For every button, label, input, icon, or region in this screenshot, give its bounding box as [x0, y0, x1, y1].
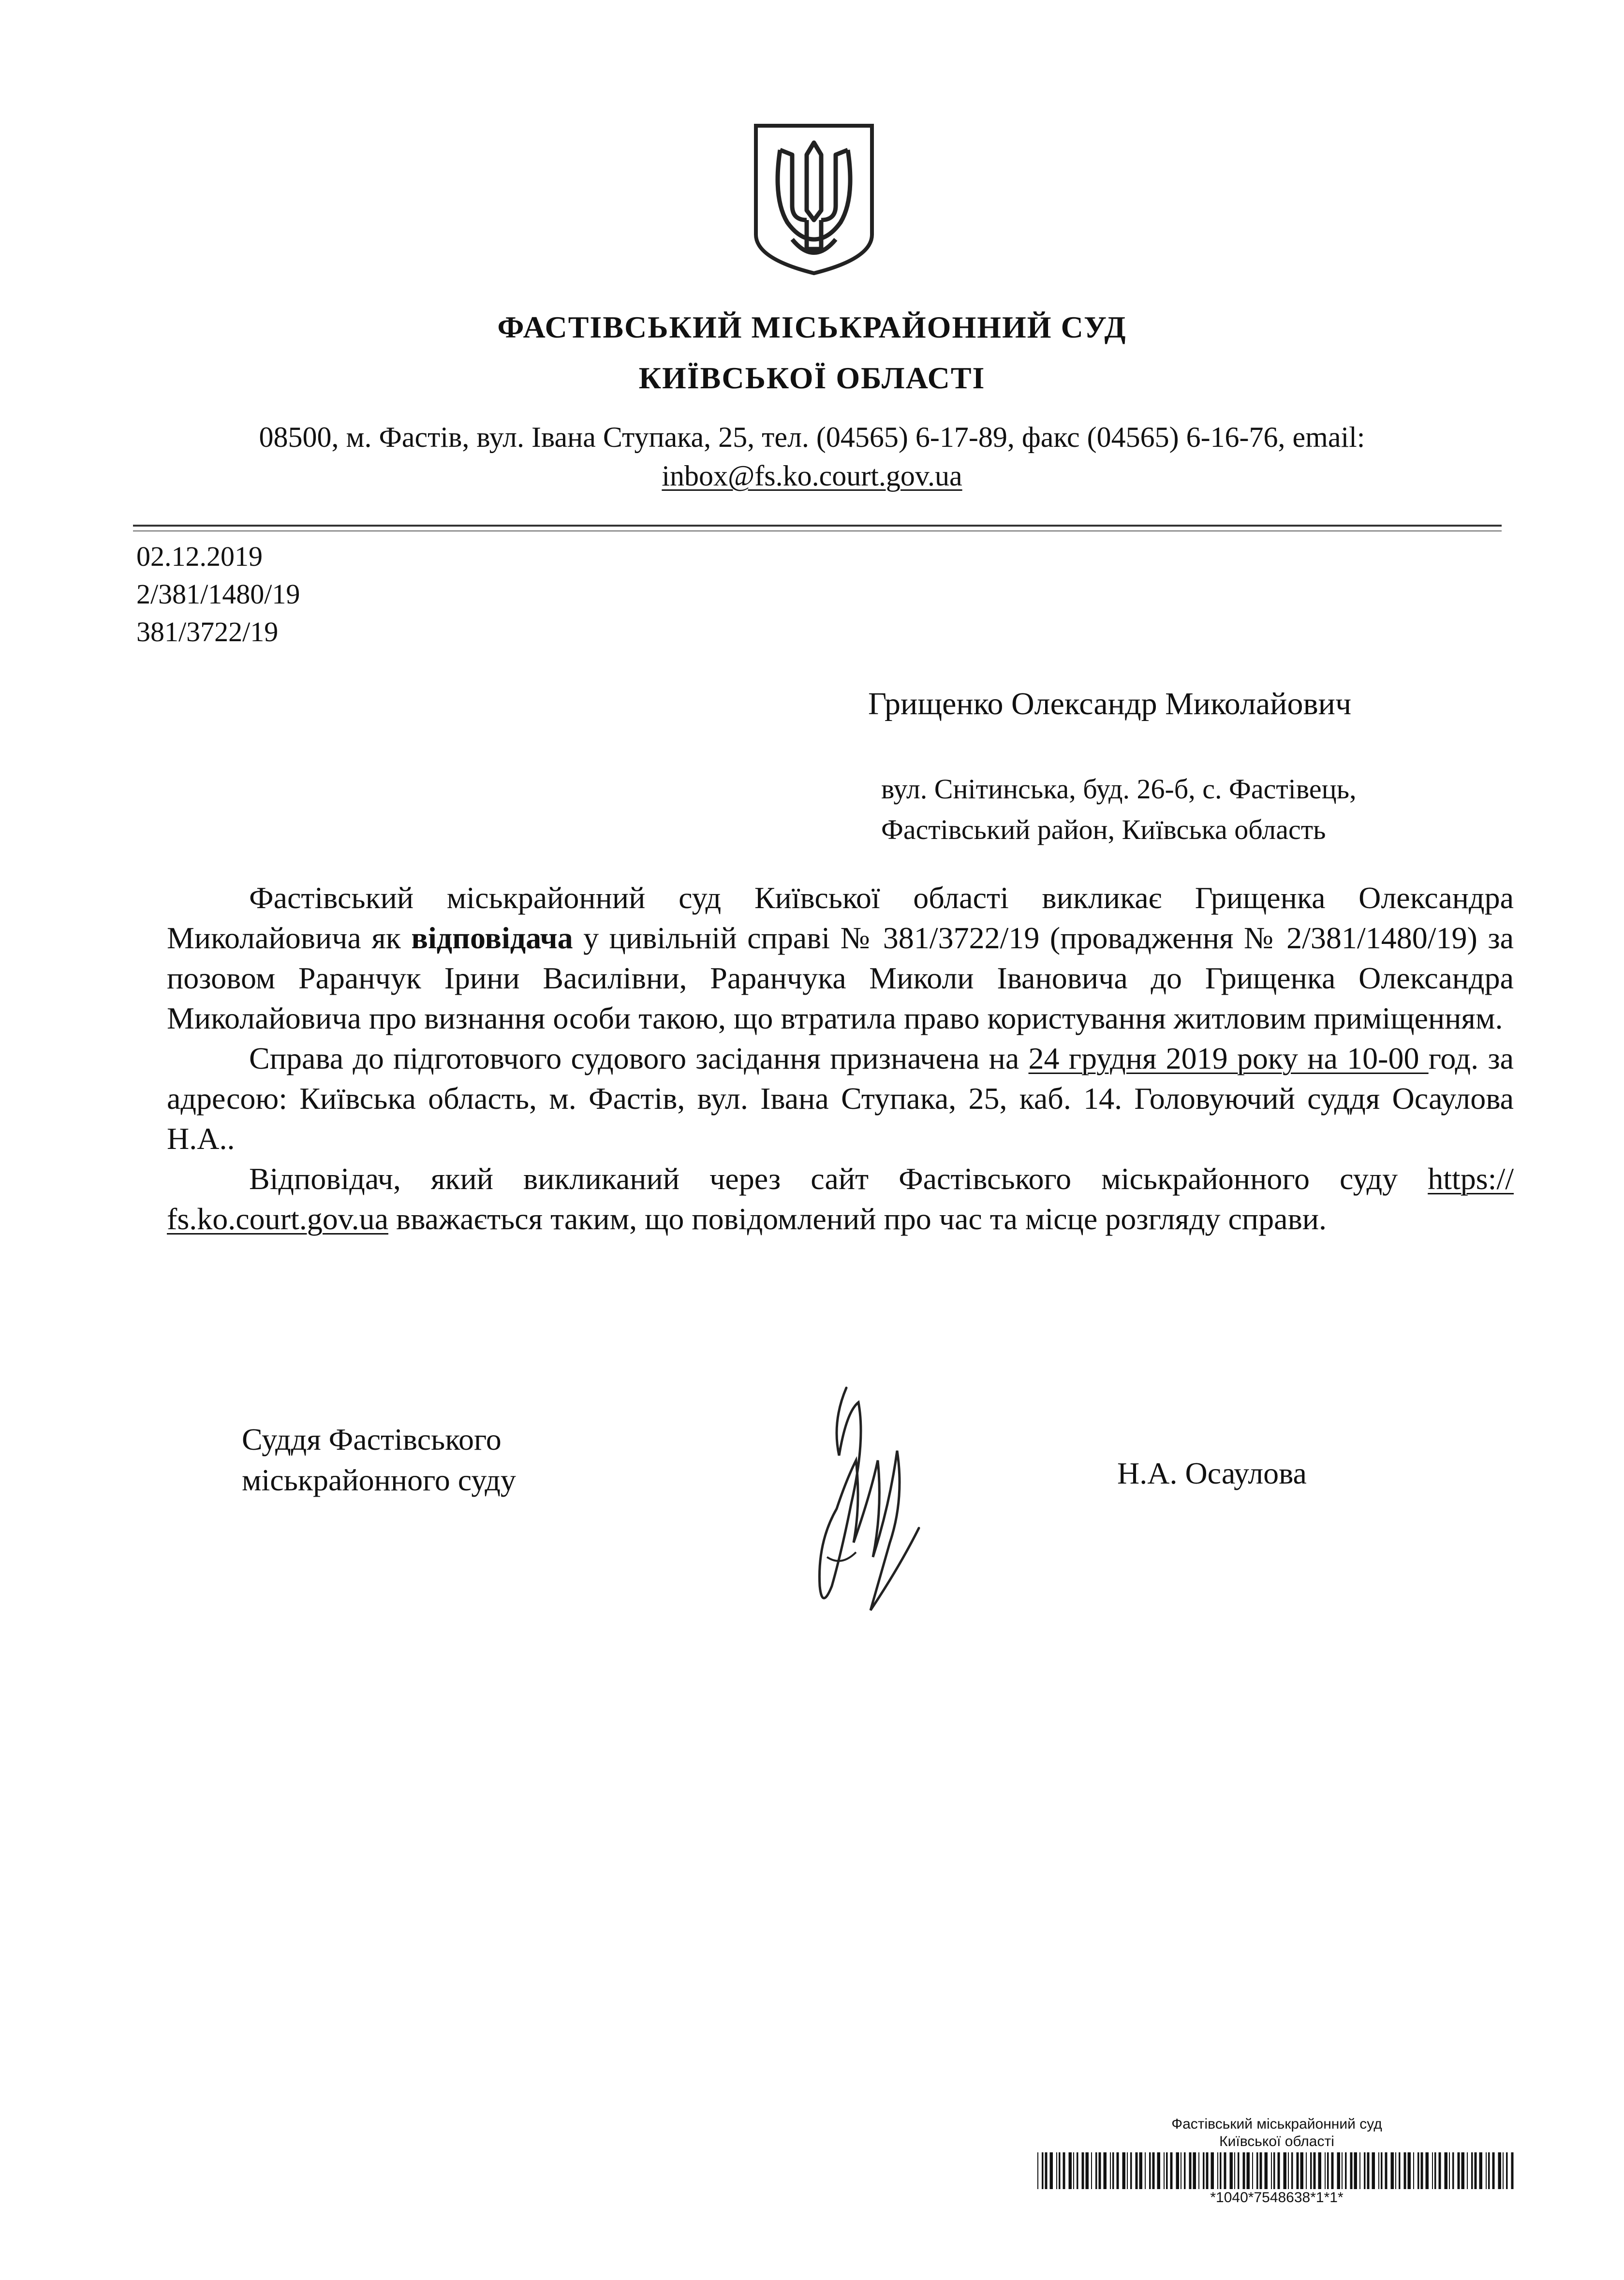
recipient-name: Грищенко Олександр Миколайович [868, 686, 1352, 721]
hearing-text-end: год. за адресою: Київська область, м. Фастів, вул. Івана Ступака, 25, каб. 14. Головуючий суддя Осаулова Н.А.. [167, 1041, 1514, 1156]
court-website-link[interactable]: https:// fs.ko.court.gov.ua [167, 1162, 1514, 1236]
signatory-role [242, 1419, 516, 1500]
stamp-region: Київської області [1219, 2133, 1334, 2149]
notice-text-start: Відповідач, який викликаний через сайт Фастівського міськрайонного суду [249, 1162, 1428, 1196]
court-name-line1: ФАСТІВСЬКИЙ МІСЬКРАЙОННИЙ СУД [497, 310, 1127, 344]
hearing-date-time: 24 грудня 2019 року на 10-00 [1028, 1041, 1429, 1075]
stamp-court-name: Фастівський міськрайонний суд [1171, 2116, 1382, 2132]
court-email-link[interactable]: inbox@fs.ko.court.gov.ua [662, 460, 962, 492]
barcode-icon [1037, 2152, 1516, 2189]
court-email-line [0, 459, 1624, 493]
summons-text-start: Фастівський міськрайонний суд Київської області викликає Грищенка Олександра Миколайовича як [167, 881, 1514, 955]
court-address-line: 08500, м. Фастів, вул. Івана Ступака, 25, тел. (04565) 6-17-89, факс (04565) 6-16-76, email: [259, 421, 1365, 453]
barcode-text: *1040*7548638*1*1* [1210, 2190, 1343, 2206]
signatory-role-line1: Суддя Фастівського [242, 1422, 502, 1456]
notice-text-end: вважається таким, що повідомлений про час та місце розгляду справи. [388, 1202, 1327, 1236]
handwritten-signature [774, 1383, 933, 1634]
signatory-name: Н.А. Осаулова [1117, 1456, 1307, 1490]
recipient-address-line2: Фастівський район, Київська область [881, 814, 1326, 845]
coat-of-arms-trident-icon [749, 121, 879, 276]
proceeding-number: 2/381/1480/19 [136, 578, 300, 610]
header-divider-thin [133, 530, 1502, 531]
letter-date: 02.12.2019 [136, 541, 263, 572]
letter-body [167, 878, 1514, 1239]
role-defendant: відповідача [411, 921, 573, 955]
recipient-address-line1: вул. Снітинська, буд. 26-б, с. Фастівець, [881, 773, 1357, 805]
body-paragraph-hearing [167, 1038, 1514, 1159]
letter-metadata [136, 538, 300, 651]
case-number: 381/3722/19 [136, 616, 279, 647]
hearing-text-start: Справа до підготовчого судового засідання призначена на [249, 1041, 1029, 1075]
body-paragraph-notice [167, 1159, 1514, 1239]
court-name-line2: КИЇВСЬКОЇ ОБЛАСТІ [638, 361, 986, 395]
body-paragraph-summons [167, 878, 1514, 1038]
summons-text-end: у цивільній справі № 381/3722/19 (провадження № 2/381/1480/19) за позовом Раранчук Ірини Василівни, Раранчука Миколи Івановича до Грищенка Олександра Миколайовича про визнання особи такою, що втратила право користування житловим приміщенням. [167, 921, 1514, 1035]
recipient-address [881, 769, 1357, 850]
registration-stamp [1035, 2116, 1519, 2206]
signatory-role-line2: міськрайонного суду [242, 1463, 516, 1497]
header-divider [133, 525, 1502, 527]
